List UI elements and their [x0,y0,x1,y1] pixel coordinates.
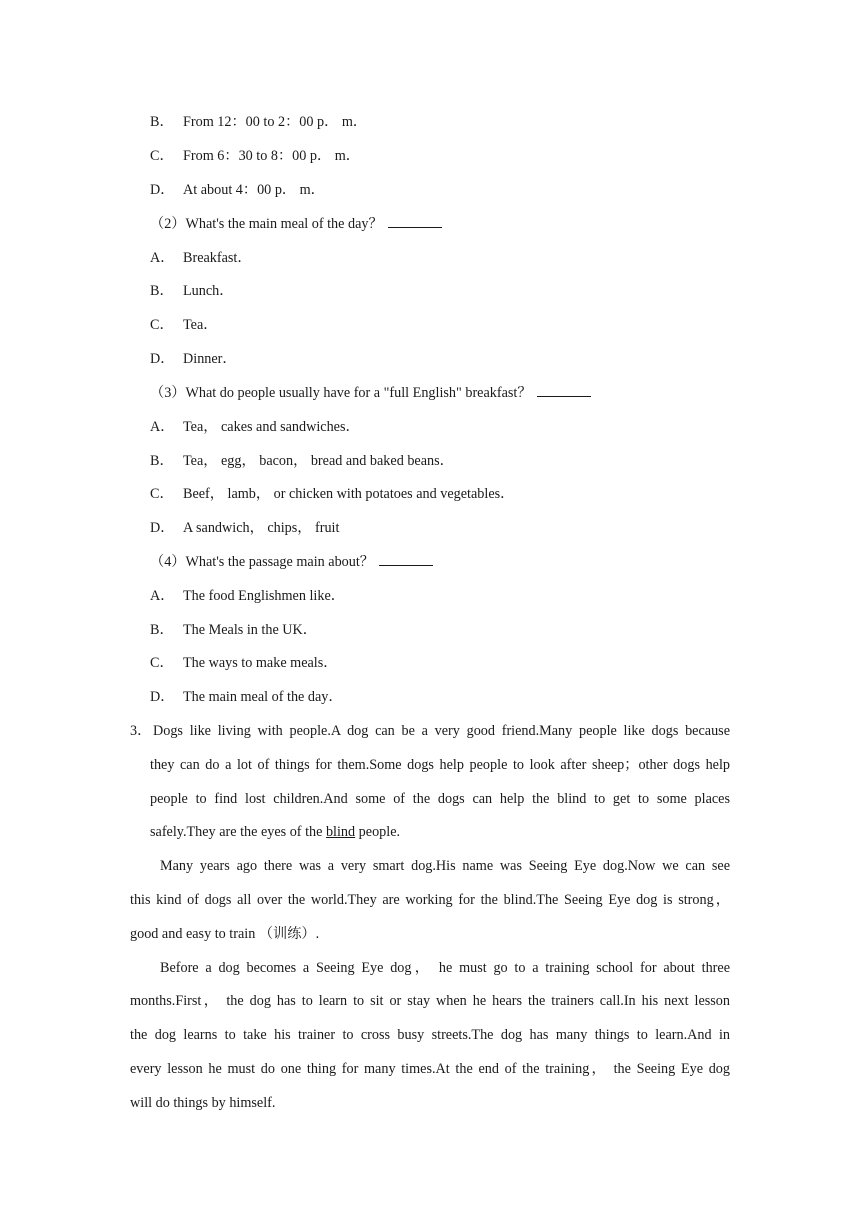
option-letter: B． [150,283,174,299]
answer-blank[interactable] [379,552,433,566]
q4-option-a [150,586,345,606]
underlined-word: blind [325,824,356,840]
option-text: Tea， egg， bacon， bread and baked beans． [183,453,454,469]
passage-line: Many years ago there was a very smart dog.His name was Seeing Eye dog.Now we can see [160,858,730,874]
option-letter: C． [150,486,174,502]
option-letter: D． [150,182,175,198]
passage-line: will do things by himself. [130,1095,276,1111]
option-letter: A． [150,419,175,435]
option-letter: D． [150,351,175,367]
q3-option-d [150,518,339,538]
option-letter: A． [150,250,175,266]
q2-stem [150,214,442,234]
option-text: At about 4：00 p． m． [183,182,325,198]
option-letter: D． [150,520,175,536]
option-letter: A． [150,588,175,604]
q3-stem [150,383,591,403]
q2-option-b [150,281,233,301]
q3-option-b [150,451,454,471]
passage-line: Dogs like living with people.A dog can be a very good friend.Many people like dogs because [153,723,730,739]
q4-option-b [150,620,317,640]
passage-line: good and easy to train （训练）. [130,926,320,942]
q1-option-d [150,180,325,200]
option-text: Breakfast． [183,250,252,266]
question-text: （3）What do people usually have for a "full English" breakfast？ [150,385,532,401]
passage-line: months.First， the dog has to learn to sit or stay when he hears the trainers call.In his next lesson [130,993,730,1009]
option-text: A sandwich， chips， fruit [183,520,340,536]
option-text: Lunch． [183,283,234,299]
option-text: Beef， lamb， or chicken with potatoes and vegetables． [183,486,515,502]
option-text: Tea， cakes and sandwiches． [183,419,360,435]
passage-line: this kind of dogs all over the world.They are working for the blind.The Seeing Eye dog is strong， [130,892,730,908]
passage-line: the dog learns to take his trainer to cross busy streets.The dog has many things to learn.And in [130,1027,730,1043]
option-letter: C． [150,148,174,164]
option-text: The Meals in the UK． [183,622,317,638]
q2-option-c [150,315,217,335]
question-text: （4）What's the passage main about？ [150,554,374,570]
passage-line: Before a dog becomes a Seeing Eye dog， he must go to a training school for about three [160,960,730,976]
q3-option-a [150,417,360,437]
passage-line [150,822,400,842]
q4-option-c [150,653,337,673]
q4-stem [150,552,433,572]
passage-line: every lesson he must do one thing for many times.At the end of the training， the Seeing Eye dog [130,1061,730,1077]
option-letter: B． [150,622,174,638]
option-letter: C． [150,317,174,333]
q2-option-a [150,248,252,268]
q4-option-d [150,687,343,707]
passage-line: people to find lost children.And some of the dogs can help the blind to get to some places [150,791,730,807]
answer-blank[interactable] [388,214,442,228]
passage-text: people. [355,824,401,840]
q1-option-b [150,112,367,132]
option-text: Dinner． [183,351,237,367]
option-text: The main meal of the day． [183,689,343,705]
option-letter: B． [150,114,174,130]
q2-option-d [150,349,237,369]
option-text: From 12：00 to 2：00 p． m． [183,114,368,130]
option-letter: B． [150,453,174,469]
option-text: From 6：30 to 8：00 p． m． [183,148,360,164]
option-letter: C． [150,655,174,671]
option-text: Tea． [183,317,218,333]
q3-option-c [150,484,514,504]
answer-blank[interactable] [537,383,591,397]
passage-line: they can do a lot of things for them.Some dogs help people to look after sheep；other dogs help [150,757,730,773]
passage-text: safely.They are the eyes of the [150,824,326,840]
option-text: The ways to make meals． [183,655,338,671]
option-text: The food Englishmen like． [183,588,345,604]
q1-option-c [150,146,360,166]
question-text: （2）What's the main meal of the day？ [150,216,383,232]
option-letter: D． [150,689,175,705]
passage-number: 3． [130,723,152,739]
